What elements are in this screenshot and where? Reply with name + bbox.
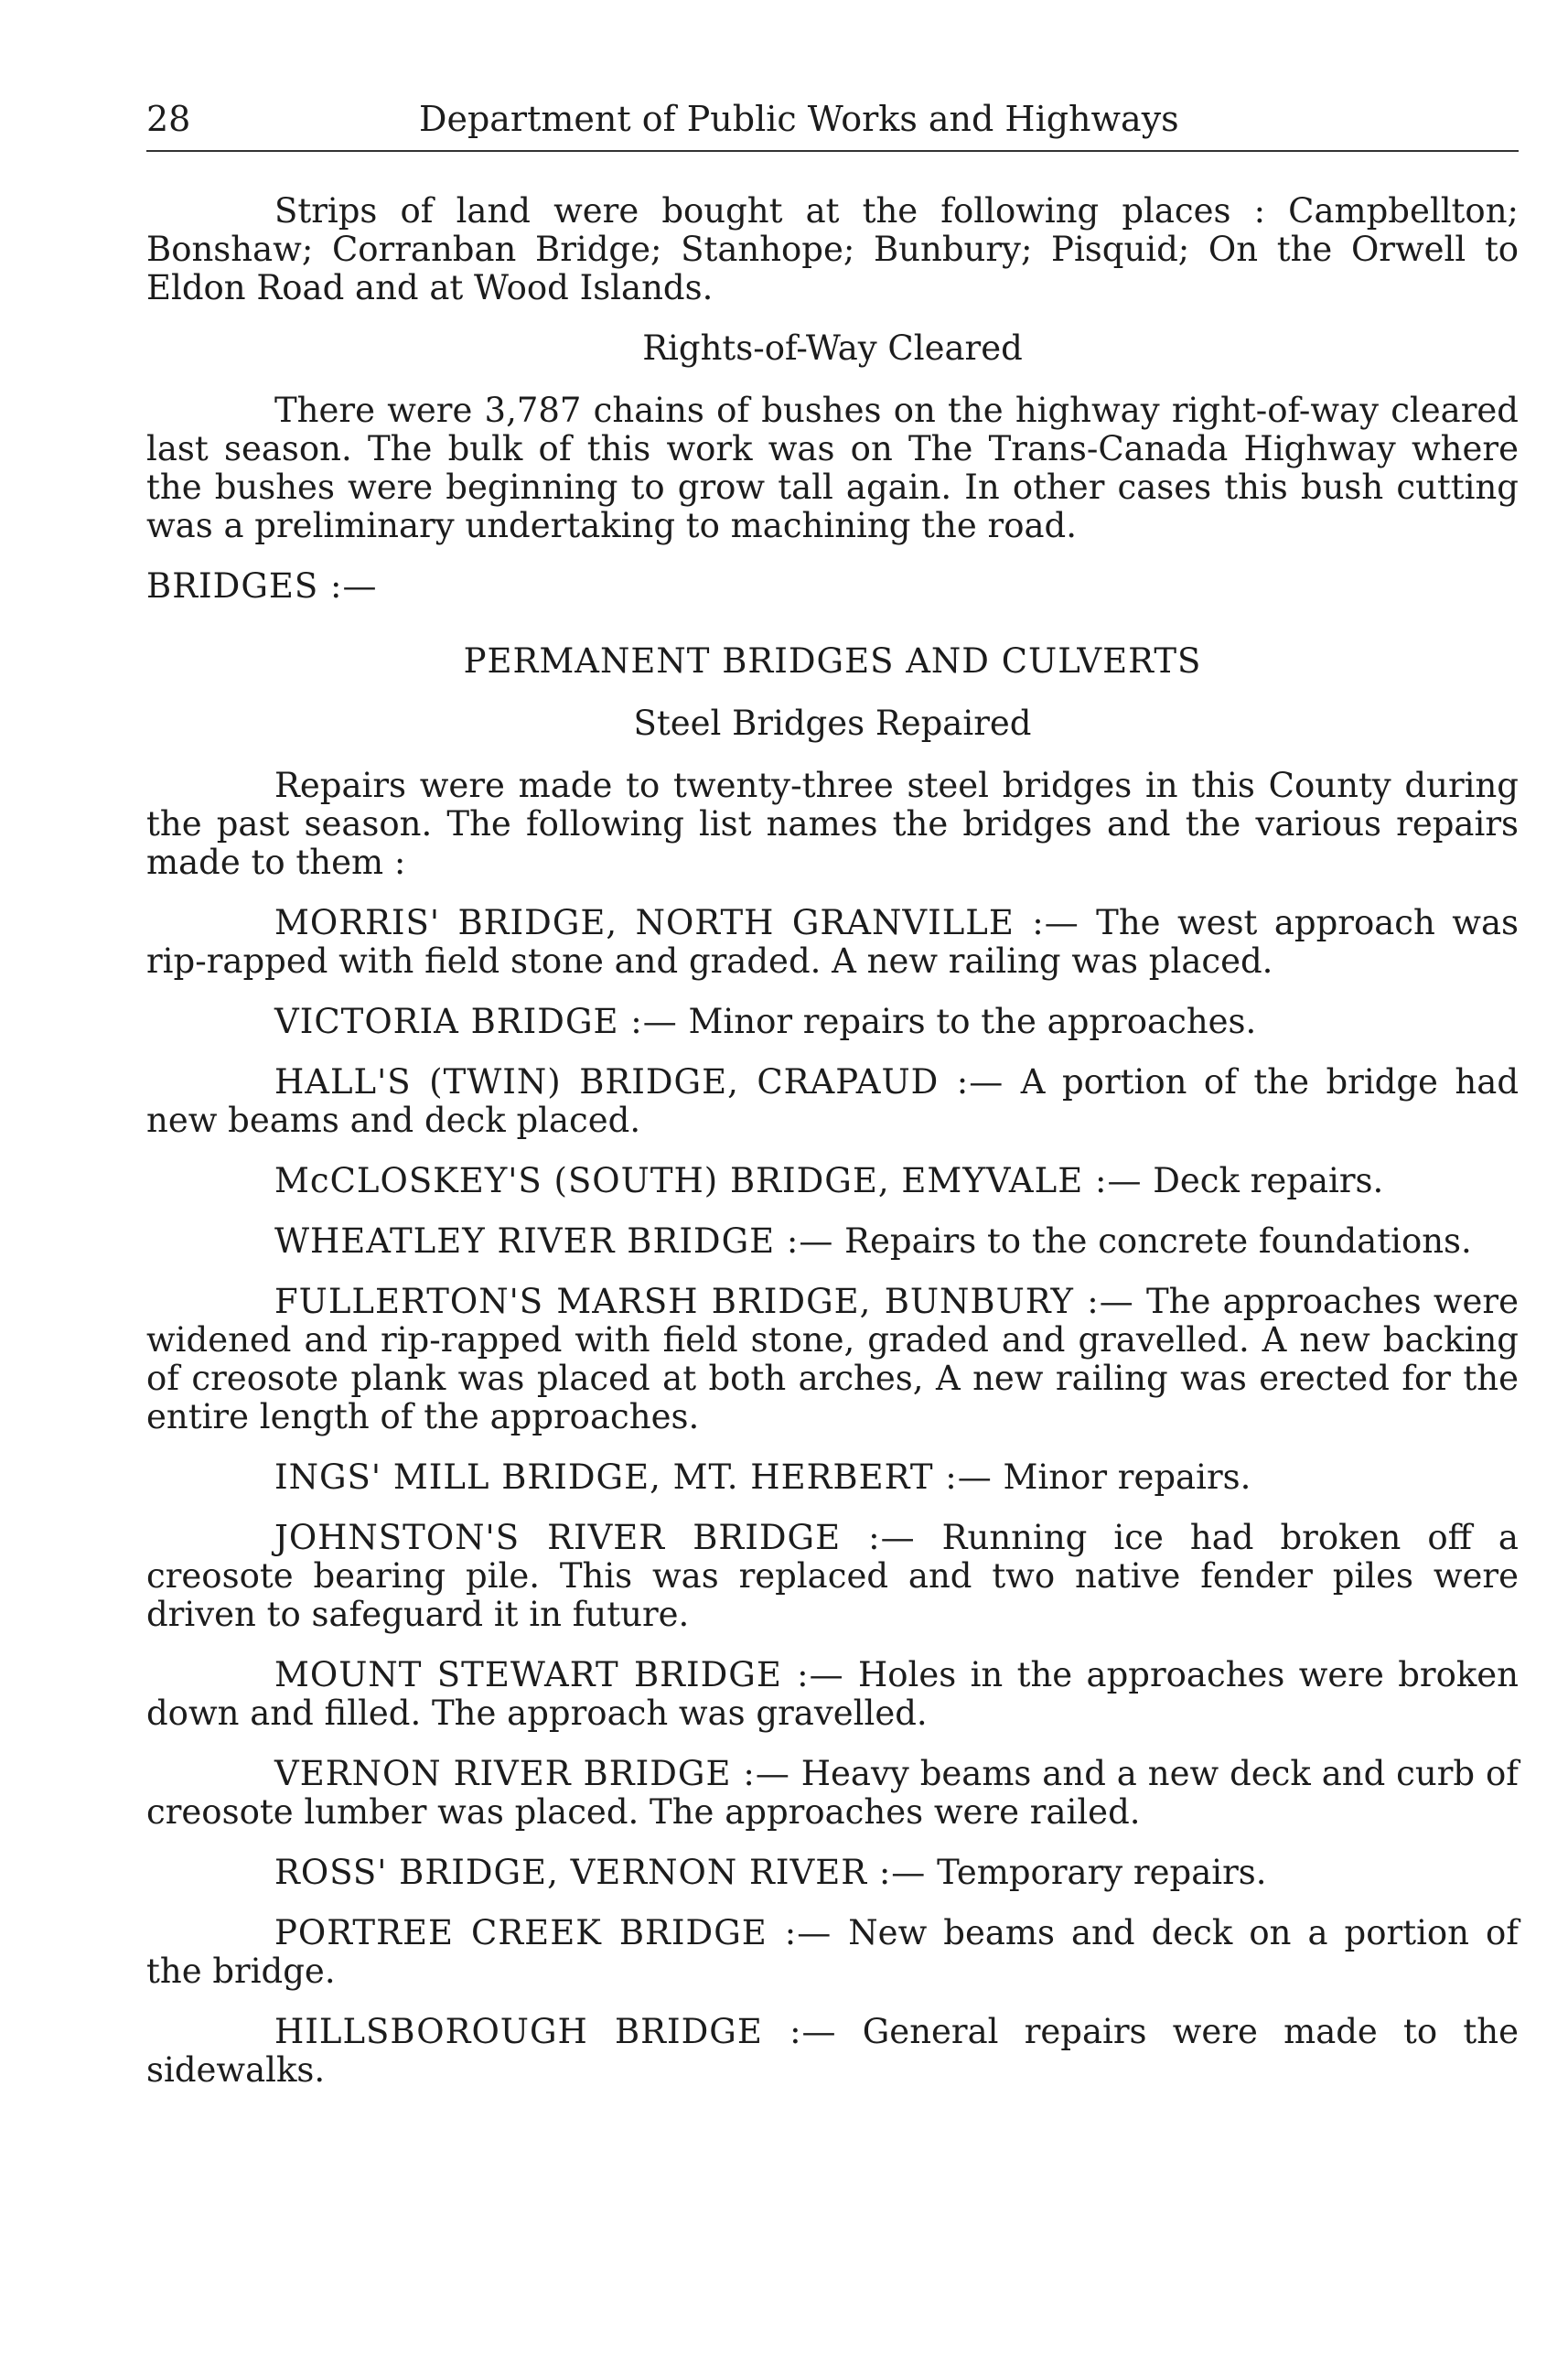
bridge-entry	[146, 1914, 1519, 1991]
bridge-name: PORTREE CREEK BRIDGE :—	[274, 1913, 832, 1952]
bridge-repair-text: The approaches were widened and rip-rapped with field stone, graded and gravelled. A new backing of creosote plank was placed at both arches, A new railing was erected for the entire length of the approaches.	[146, 1282, 1519, 1436]
bridge-entry	[146, 2013, 1519, 2090]
bridge-entry	[146, 1162, 1519, 1200]
page-header	[146, 91, 1519, 152]
bridge-entry	[146, 1656, 1519, 1733]
bridge-entry	[146, 1063, 1519, 1140]
permanent-bridges-heading: PERMANENT BRIDGES AND CULVERTS	[463, 641, 1202, 681]
bridge-repair-text: The west approach was rip-rapped with field stone and graded. A new railing was placed.	[146, 903, 1519, 981]
steel-bridges-subheading: Steel Bridges Repaired	[633, 704, 1032, 743]
bridge-entry	[146, 1222, 1519, 1261]
bridge-name: MORRIS' BRIDGE, NORTH GRANVILLE :—	[274, 903, 1079, 942]
bridge-repair-text: Repairs to the concrete foundations.	[844, 1221, 1472, 1261]
rights-of-way-heading: Rights-of-Way Cleared	[642, 328, 1023, 368]
bridge-repair-text: Minor repairs.	[1003, 1457, 1251, 1497]
running-head: Department of Public Works and Highways	[419, 99, 1179, 139]
bridge-entry	[146, 1283, 1519, 1436]
bridge-entry	[146, 904, 1519, 981]
bridge-name: MOUNT STEWART BRIDGE :—	[274, 1655, 844, 1694]
bridges-label: BRIDGES :—	[146, 566, 378, 606]
bridge-repair-text: New beams and deck on a portion of the bridge.	[146, 1913, 1520, 1991]
bridge-entry	[146, 1854, 1519, 1892]
bridge-repair-text: Heavy beams and a new deck and curb of creosote lumber was placed. The approaches were railed.	[146, 1754, 1519, 1832]
bridge-name: HALL'S (TWIN) BRIDGE, CRAPAUD :—	[274, 1062, 1004, 1102]
bridge-entry	[146, 1003, 1519, 1041]
bridge-name: VERNON RIVER BRIDGE :—	[274, 1754, 790, 1793]
bridge-repair-text: General repairs were made to the sidewalks.	[146, 2012, 1519, 2090]
bridge-repair-text: Minor repairs to the approaches.	[688, 1002, 1257, 1041]
rights-of-way-paragraph: There were 3,787 chains of bushes on the highway right-of-way cleared last season. The bulk of this work was on The Trans-Canada Highway where the bushes were beginning to grow tall again. In other cases this bush cutting was a preliminary undertaking to machining the road.	[146, 391, 1519, 545]
bridge-entry	[146, 1755, 1519, 1832]
bridge-repair-text: Temporary repairs.	[937, 1853, 1267, 1892]
bridge-name: JOHNSTON'S RIVER BRIDGE :—	[274, 1518, 916, 1557]
bridge-entry	[146, 1458, 1519, 1497]
bridge-name: INGS' MILL BRIDGE, MT. HERBERT :—	[274, 1457, 993, 1497]
bridge-entry	[146, 1519, 1519, 1634]
bridge-name: HILLSBOROUGH BRIDGE :—	[274, 2012, 837, 2051]
bridge-repair-text: Running ice had broken off a creosote bearing pile. This was replaced and two native fender piles were driven to safeguard it in future.	[146, 1518, 1519, 1634]
bridge-name: McCLOSKEY'S (SOUTH) BRIDGE, EMYVALE :—	[274, 1161, 1143, 1200]
bridge-name: FULLERTON'S MARSH BRIDGE, BUNBURY :—	[274, 1282, 1134, 1321]
bridge-repair-text: Deck repairs.	[1153, 1161, 1384, 1200]
bridge-name: VICTORIA BRIDGE :—	[274, 1002, 678, 1041]
page-body	[146, 192, 1519, 2112]
bridge-repair-text: A portion of the bridge had new beams and deck placed.	[146, 1062, 1520, 1140]
bridge-name: ROSS' BRIDGE, VERNON RIVER :—	[274, 1853, 927, 1892]
land-paragraph: Strips of land were bought at the following places : Campbellton; Bonshaw; Corranban Bridge; Stanhope; Bunbury; Pisquid; On the Orwell to Eldon Road and at Wood Islands.	[146, 191, 1519, 307]
bridges-intro-paragraph: Repairs were made to twenty-three steel bridges in this County during the past season. The following list names the bridges and the various repairs made to them :	[146, 766, 1519, 882]
bridge-repair-text: Holes in the approaches were broken down and filled. The approach was gravelled.	[146, 1655, 1520, 1733]
page-number: 28	[146, 99, 191, 139]
bridge-name: WHEATLEY RIVER BRIDGE :—	[274, 1221, 834, 1261]
